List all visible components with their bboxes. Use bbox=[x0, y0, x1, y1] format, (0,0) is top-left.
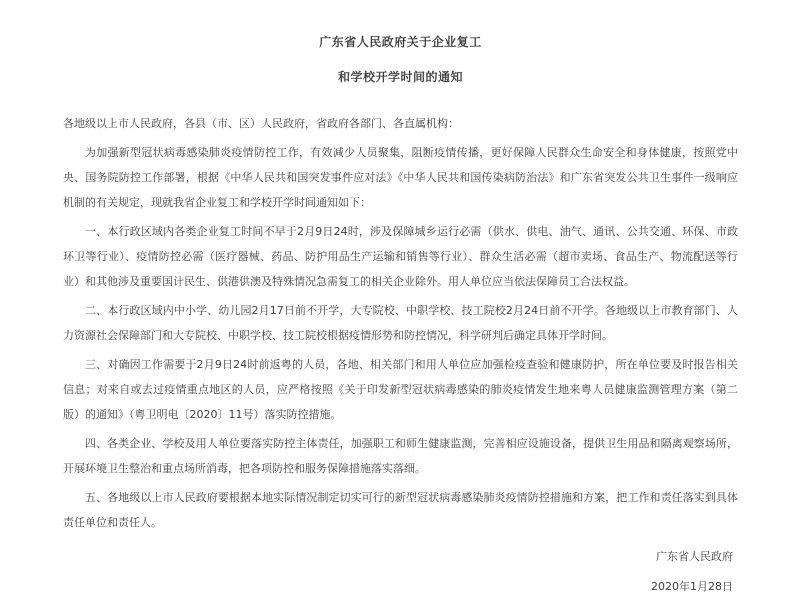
signature-block bbox=[63, 544, 738, 599]
document-title-line-1: 广东省人民政府关于企业复工 bbox=[319, 35, 482, 49]
notice-paragraph-item-4: 四、各类企业、学校及用人单位要落实防控主体责任，加强职工和师生健康监测，完善相应设施设备，提供卫生用品和隔离观察场所，开展环境卫生整治和重点场所消毒，把各项防控和服务保障措施落实落细。 bbox=[63, 437, 738, 475]
document-title-line-2: 和学校开学时间的通知 bbox=[337, 70, 463, 84]
issue-date: 2020年1月28日 bbox=[651, 580, 733, 593]
notice-paragraph-item-1: 一、本行政区域内各类企业复工时间不早于2月9日24时，涉及保障城乡运行必需（供水、供电、油气、通讯、公共交通、环保、市政环卫等行业）、疫情防控必需（医疗器械、药品、防护用品生产运输和销售等行业）、群众生活必需（超市卖场、食品生产、物流配送等行业）和其他涉及重要国计民生、供港供澳及特殊情况急需复工的相关企业除外。用人单位应当依法保障员工合法权益。 bbox=[63, 225, 738, 288]
notice-paragraph-item-5: 五、各地级以上市人民政府要根据本地实际情况制定切实可行的新型冠状病毒感染肺炎疫情防控措施和方案，把工作和责任落实到具体责任单位和责任人。 bbox=[63, 491, 738, 529]
addressee-line: 各地级以上市人民政府，各县（市、区）人民政府，省政府各部门、各直属机构： bbox=[63, 117, 459, 130]
notice-paragraph-item-2: 二、本行政区域内中小学、幼儿园2月17日前不开学，大专院校、中职学校、技工院校2月24日前不开学。各地级以上市教育部门、人力资源社会保障部门和大专院校、中职学校、技工院校根据疫情形势和防控情况，科学研判后确定具体开学时间。 bbox=[63, 304, 738, 342]
issuer-signature: 广东省人民政府 bbox=[656, 550, 733, 563]
notice-paragraph-item-3: 三、对确因工作需要于2月9日24时前返粤的人员，各地、相关部门和用人单位应加强检疫查验和健康防护，所在单位要及时报告相关信息；对来自或去过疫情重点地区的人员，应严格按照《关于印发新型冠状病毒感染的肺炎疫情发生地来粤人员健康监测管理方案（第二版）的通知》（粤卫明电〔2020〕11号）落实防控措施。 bbox=[63, 358, 738, 421]
notice-paragraph-intro: 为加强新型冠状病毒感染肺炎疫情防控工作，有效减少人员聚集，阻断疫情传播，更好保障人民群众生命安全和身体健康，按照党中央、国务院防控工作部署，根据《中华人民共和国突发事件应对法》《中华人民共和国传染病防治法》和广东省突发公共卫生事件一级响应机制的有关规定，现就我省企业复工和学校开学时间通知如下： bbox=[63, 146, 738, 209]
